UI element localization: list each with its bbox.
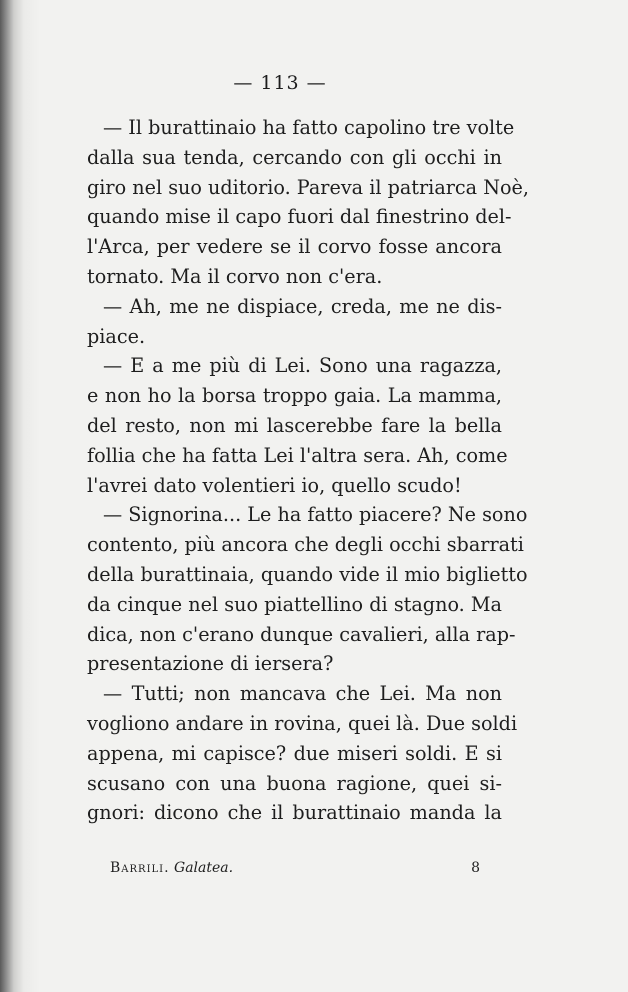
text-line: quando mise il capo fuori dal finestrino del- [87,205,512,229]
text-line: — Ah, me ne dispiace, creda, me ne dis- [103,294,502,318]
footer-title: Galatea. [174,860,234,876]
body-text [87,113,530,828]
text-line: — E a me più di Lei. Sono una ragazza, [103,354,502,378]
text-line: l'avrei dato volentieri io, quello scudo! [87,473,462,497]
text-line: giro nel suo uditorio. Pareva il patriarca Noè, [87,175,530,199]
text-line: — Tutti; non mancava che Lei. Ma non [103,682,502,706]
text-line: del resto, non mi lascerebbe fare la bella [87,413,502,437]
footer-author: Barrili. [110,860,170,876]
page-footer [110,860,480,876]
page-number: — 113 — [233,72,327,94]
text-line: l'Arca, per vedere se il corvo fosse ancora [87,235,502,259]
text-line: — Il burattinaio ha fatto capolino tre volte [103,116,515,139]
text-line: piace. [87,324,146,348]
signature-mark: 8 [471,860,480,876]
text-line: vogliono andare in rovina, quei là. Due soldi [87,711,518,735]
text-line: scusano con una buona ragione, quei si- [87,771,502,795]
text-line: dica, non c'erano dunque cavalieri, alla rap- [87,622,516,646]
footer-credit [110,860,233,876]
text-line: della burattinaia, quando vide il mio biglietto [87,562,528,586]
text-line: dalla sua tenda, cercando con gli occhi in [87,145,502,169]
text-line: contento, più ancora che degli occhi sbarrati [87,533,524,557]
text-line: gnori: dicono che il burattinaio manda la [87,801,502,825]
text-line: tornato. Ma il corvo non c'era. [87,264,383,288]
text-line: e non ho la borsa troppo gaia. La mamma, [87,384,502,408]
text-line: — Signorina... Le ha fatto piacere? Ne sono [103,503,528,527]
text-line: appena, mi capisce? due miseri soldi. E si [87,741,502,765]
text-line: follia che ha fatta Lei l'altra sera. Ah, come [87,443,508,467]
text-line: da cinque nel suo piattellino di stagno. Ma [87,592,502,616]
text-line: presentazione di iersera? [87,652,334,676]
